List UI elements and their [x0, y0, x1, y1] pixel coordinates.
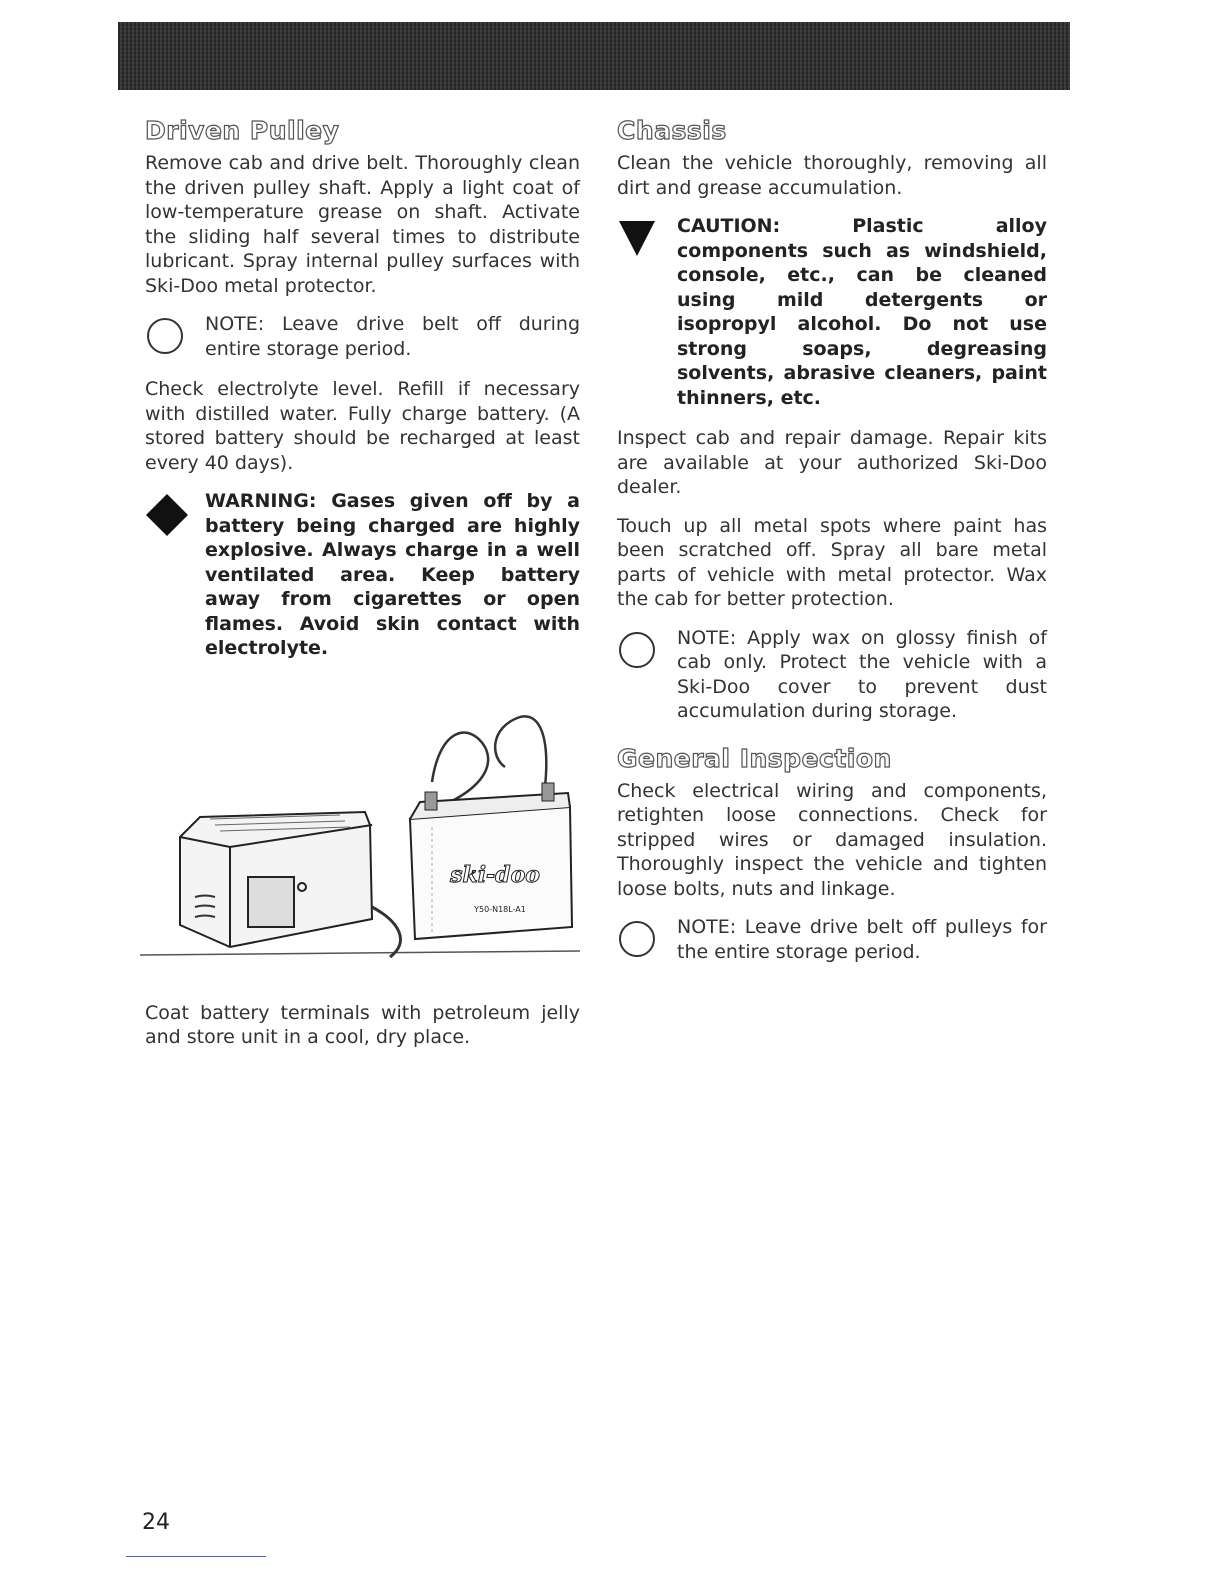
caution-triangle-icon — [617, 218, 657, 258]
battery-icon — [410, 783, 572, 939]
note-label: NOTE: — [677, 916, 737, 938]
touch-up-paragraph: Touch up all metal spots where paint has been scratched off. Spray all bare metal parts of vehicle with metal protector. Wax the cab for better protection. — [617, 514, 1047, 610]
driven-pulley-body: Remove cab and drive belt. Thoroughly clean the driven pulley shaft. Apply a light coat of low-temperature grease on shaft. Activate the sliding half several times to distribute lubricant. Spray internal pulley surfaces with Ski-Doo metal protector. — [145, 152, 580, 297]
note-wax — [617, 626, 1047, 724]
caution-text: Plastic alloy components such as windshield, console, etc., can be cleaned using mild detergents or isopropyl alcohol. Do not use strong soaps, degreasing solvents, abrasive cleaners, paint thinners, etc. — [677, 215, 1047, 409]
page-number: 24 — [142, 1510, 170, 1535]
note-label: NOTE: — [205, 313, 265, 335]
general-inspection-heading: General Inspection — [617, 743, 892, 773]
coat-paragraph: Coat battery terminals with petroleum jelly and store unit in a cool, dry place. — [145, 1001, 580, 1048]
note-driven-pulley — [145, 312, 580, 361]
general-inspection-body: Check electrical wiring and components, retighten loose connections. Check for stripped wires or damaged insulation. Thoroughly inspect the vehicle and tighten loose bolts, nuts and linkage. — [617, 779, 1047, 900]
inspect-paragraph: Inspect cab and repair damage. Repair kits are available at your authorized Ski-Doo dealer. — [617, 427, 1047, 498]
footer-rule — [126, 1556, 266, 1557]
chassis-heading: Chassis — [617, 116, 727, 145]
note-label: NOTE: — [677, 626, 737, 649]
note-text: Leave drive belt off pulleys for the entire storage period. — [677, 916, 1047, 963]
note-text: Leave drive belt off during entire storage period. — [205, 313, 580, 360]
left-column — [145, 116, 580, 1064]
caution-notice — [617, 214, 1047, 410]
note-drive-belt — [617, 915, 1047, 964]
driven-pulley-heading: Driven Pulley — [145, 116, 340, 145]
caution-label: CAUTION: — [677, 215, 781, 237]
charger-icon — [180, 812, 372, 947]
warning-diamond-icon — [145, 493, 189, 537]
note-text: Apply wax on glossy finish of cab only. Protect the vehicle with a Ski-Doo cover to prevent dust accumulation during storage. — [677, 626, 1047, 722]
battery-brand: ski-doo — [450, 861, 540, 888]
battery-model: Y50-N18L-A1 — [474, 904, 526, 914]
battery-charger-illustration — [140, 707, 580, 977]
right-column — [617, 116, 1047, 980]
warning-label: WARNING: — [205, 490, 317, 512]
chassis-body: Clean the vehicle thoroughly, removing all dirt and grease accumulation. — [617, 152, 1047, 199]
warning-text: Gases given off by a battery being charged are highly explosive. Always charge in a well ventilated area. Keep battery away from cigarettes or open flames. Avoid skin contact with electrolyte. — [205, 490, 580, 659]
electrolyte-paragraph: Check electrolyte level. Refill if necessary with distilled water. Fully charge battery. (A stored battery should be recharged at least every 40 days). — [145, 378, 580, 474]
note-circle-icon — [145, 316, 185, 356]
note-circle-icon — [617, 919, 657, 959]
header-bar — [118, 22, 1070, 90]
warning-notice — [145, 489, 580, 661]
note-circle-icon — [617, 630, 657, 670]
